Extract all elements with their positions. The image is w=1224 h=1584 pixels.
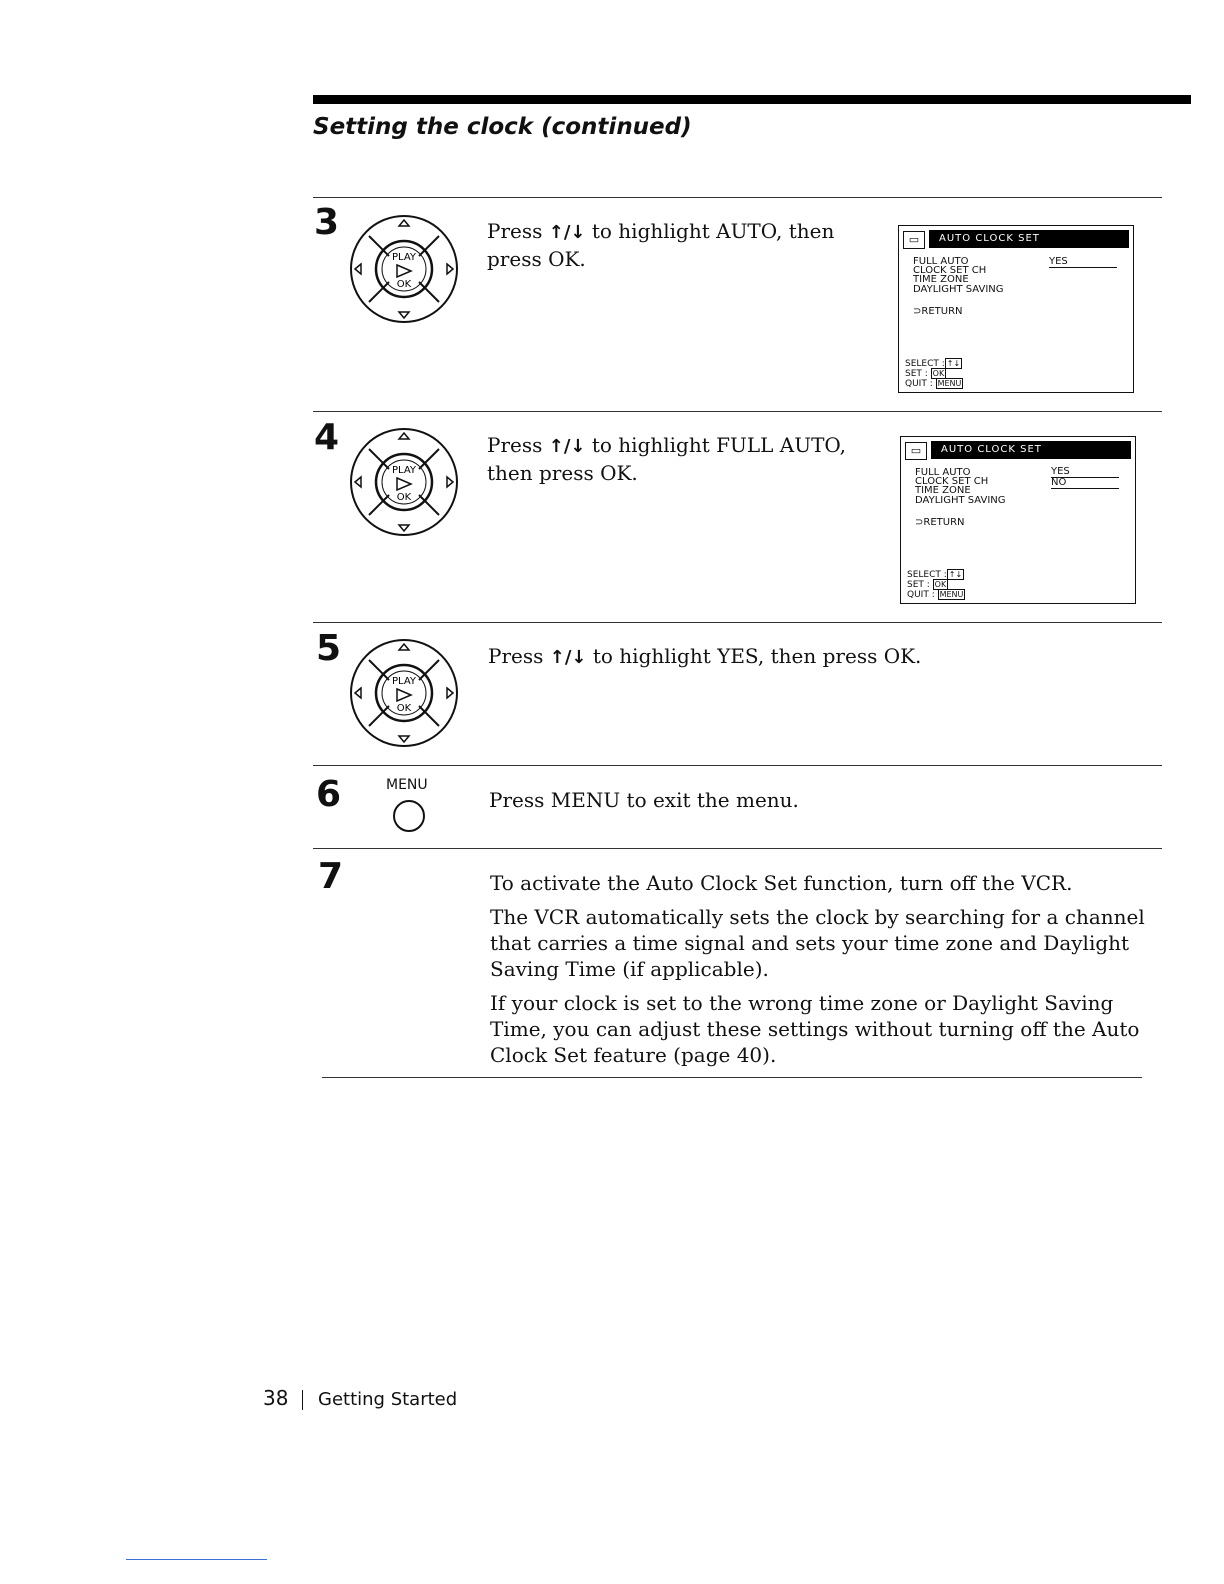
- instruction-text: to highlight AUTO, then press OK.: [487, 219, 835, 271]
- osd-item-time-zone: TIME ZONE: [913, 274, 969, 285]
- ok-label: OK: [396, 279, 412, 290]
- osd-legend-set: SET : OK: [907, 580, 947, 590]
- osd-item-time-zone: TIME ZONE: [915, 485, 971, 496]
- remote-dial-icon: [349, 214, 459, 324]
- up-down-arrows-icon: ↑/↓: [548, 436, 586, 457]
- legend-label: SELECT :: [905, 359, 945, 369]
- step-number: 6: [316, 774, 342, 815]
- play-label: PLAY: [391, 465, 417, 476]
- step-instruction: Press MENU to exit the menu.: [489, 788, 799, 812]
- legend-label: SET: [905, 369, 922, 379]
- instruction-text: Press: [487, 433, 549, 457]
- ok-label: OK: [396, 703, 412, 714]
- up-down-arrows-icon: ↑/↓: [549, 647, 587, 668]
- instruction-text: Press: [488, 644, 550, 668]
- menu-button-icon: [393, 800, 425, 832]
- osd-item-full-auto: FULL AUTO: [913, 256, 969, 267]
- page-title: Setting the clock (continued): [313, 114, 692, 140]
- step-number: 3: [314, 202, 340, 243]
- osd-return: ⊃RETURN: [915, 517, 965, 528]
- play-label: PLAY: [391, 676, 417, 687]
- instruction-text: Press: [487, 219, 549, 243]
- ok-key: OK: [934, 580, 947, 589]
- divider: [313, 411, 1162, 412]
- legend-label: QUIT: [907, 590, 929, 600]
- legend-label: SELECT :: [907, 570, 947, 580]
- header-bar: [313, 95, 1191, 104]
- up-down-key-icon: ↑↓: [946, 359, 961, 368]
- tv-icon: ▭: [903, 231, 925, 249]
- step-instruction: [487, 218, 887, 272]
- menu-button-label: MENU: [386, 777, 428, 793]
- osd-legend-set: SET : OK: [905, 369, 945, 379]
- instruction-text: to highlight YES, then press OK.: [586, 644, 922, 668]
- osd-return-label: RETURN: [921, 306, 963, 317]
- legend-label: QUIT: [905, 379, 927, 389]
- osd-title: AUTO CLOCK SET: [931, 441, 1131, 459]
- step-instruction: [487, 432, 892, 486]
- menu-key: MENU: [939, 590, 964, 599]
- menu-key: MENU: [937, 379, 962, 388]
- divider: [313, 622, 1162, 623]
- page-number: 38: [263, 1386, 289, 1410]
- osd-item-daylight-saving: DAYLIGHT SAVING: [913, 284, 1004, 295]
- osd-item-full-auto: FULL AUTO: [915, 467, 971, 478]
- ok-key: OK: [932, 369, 945, 378]
- remote-dial-icon: [349, 427, 459, 537]
- remote-dial-icon: [349, 638, 459, 748]
- osd-item-clock-set-ch: CLOCK SET CH: [913, 265, 987, 276]
- divider: [313, 197, 1162, 198]
- osd-option-yes: YES: [1049, 256, 1117, 268]
- osd-title: AUTO CLOCK SET: [929, 230, 1129, 248]
- section-name: Getting Started: [318, 1389, 458, 1410]
- up-down-arrows-icon: ↑/↓: [548, 222, 586, 243]
- osd-legend-quit: QUIT : MENU: [907, 590, 964, 600]
- up-down-key-icon: ↑↓: [948, 570, 963, 579]
- osd-screen: [898, 225, 1134, 393]
- tv-icon: ▭: [905, 442, 927, 460]
- legend-label: SET: [907, 580, 924, 590]
- step-instruction: [488, 643, 1088, 671]
- step-paragraph: The VCR automatically sets the clock by searching for a channel that carries a time signal and sets your time zone and Daylight Saving Time (if applicable).: [490, 905, 1145, 981]
- bottom-rule: [126, 1559, 267, 1560]
- osd-option-yes: YES: [1051, 466, 1119, 478]
- divider: [313, 765, 1162, 766]
- footer-separator: [302, 1390, 303, 1410]
- osd-item-daylight-saving: DAYLIGHT SAVING: [915, 495, 1006, 506]
- osd-return-label: RETURN: [923, 517, 965, 528]
- instruction-text: to highlight FULL AUTO, then press OK.: [487, 433, 846, 485]
- step-paragraph: If your clock is set to the wrong time zone or Daylight Saving Time, you can adjust these settings without turning off the Auto Clock Set feature (page 40).: [490, 991, 1140, 1067]
- osd-return: ⊃RETURN: [913, 306, 963, 317]
- step-number: 5: [316, 628, 342, 669]
- ok-label: OK: [396, 492, 412, 503]
- osd-option-no: NO: [1051, 477, 1119, 489]
- divider: [313, 848, 1162, 849]
- osd-item-clock-set-ch: CLOCK SET CH: [915, 476, 989, 487]
- divider: [322, 1077, 1142, 1078]
- step-number: 4: [314, 417, 340, 458]
- step-number: 7: [318, 856, 344, 897]
- step-paragraph: To activate the Auto Clock Set function, turn off the VCR.: [490, 871, 1073, 895]
- osd-legend-quit: QUIT : MENU: [905, 379, 962, 389]
- play-label: PLAY: [391, 252, 417, 263]
- osd-screen: [900, 436, 1136, 604]
